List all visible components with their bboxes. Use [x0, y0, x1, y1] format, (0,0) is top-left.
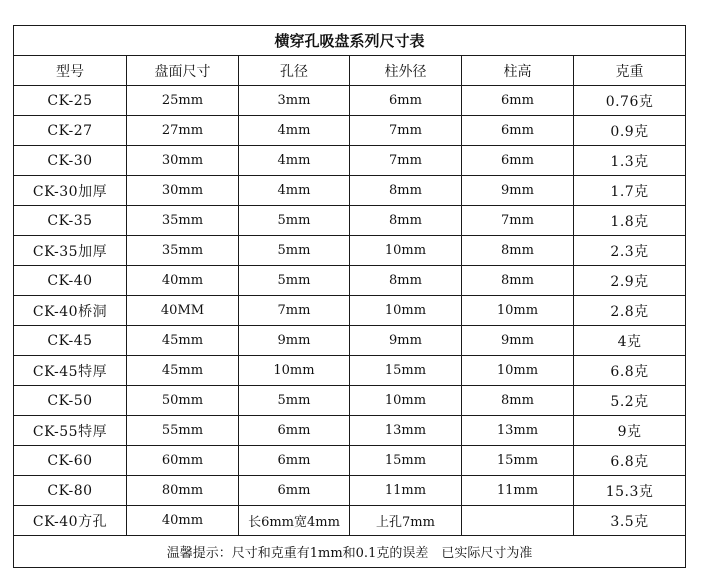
cell-model: CK-35加厚 — [14, 236, 127, 266]
cell-column-height: 6mm — [462, 116, 574, 146]
cell-column-outer-diameter: 10mm — [350, 386, 462, 416]
cell-plate-size: 40MM — [127, 296, 239, 326]
cell-model: CK-40 — [14, 266, 127, 296]
cell-plate-size: 35mm — [127, 236, 239, 266]
cell-column-outer-diameter: 13mm — [350, 416, 462, 446]
cell-model: CK-60 — [14, 446, 127, 476]
cell-weight: 2.9克 — [574, 266, 686, 296]
cell-column-height: 8mm — [462, 386, 574, 416]
cell-column-height: 15mm — [462, 446, 574, 476]
cell-column-outer-diameter: 15mm — [350, 446, 462, 476]
cell-weight: 1.8克 — [574, 206, 686, 236]
cell-weight: 1.7克 — [574, 176, 686, 206]
cell-hole-diameter: 9mm — [239, 326, 350, 356]
cell-column-height: 8mm — [462, 236, 574, 266]
cell-column-height: 10mm — [462, 296, 574, 326]
cell-plate-size: 60mm — [127, 446, 239, 476]
table-row — [14, 266, 686, 296]
cell-column-outer-diameter: 上孔7mm — [350, 506, 462, 536]
cell-column-outer-diameter: 8mm — [350, 266, 462, 296]
cell-hole-diameter: 长6mm宽4mm — [239, 506, 350, 536]
cell-weight: 3.5克 — [574, 506, 686, 536]
table-row — [14, 86, 686, 116]
cell-weight: 0.9克 — [574, 116, 686, 146]
cell-plate-size: 30mm — [127, 176, 239, 206]
cell-column-outer-diameter: 9mm — [350, 326, 462, 356]
cell-hole-diameter: 4mm — [239, 176, 350, 206]
cell-hole-diameter: 6mm — [239, 416, 350, 446]
cell-model: CK-40桥洞 — [14, 296, 127, 326]
table-row — [14, 506, 686, 536]
cell-weight: 6.8克 — [574, 446, 686, 476]
table-title: 横穿孔吸盘系列尺寸表 — [14, 26, 686, 56]
header-hole-diameter: 孔径 — [239, 56, 350, 86]
cell-model: CK-50 — [14, 386, 127, 416]
table-row — [14, 446, 686, 476]
cell-column-height: 6mm — [462, 86, 574, 116]
cell-weight: 9克 — [574, 416, 686, 446]
cell-hole-diameter: 3mm — [239, 86, 350, 116]
cell-plate-size: 30mm — [127, 146, 239, 176]
table-row — [14, 176, 686, 206]
table-row — [14, 326, 686, 356]
cell-column-height: 8mm — [462, 266, 574, 296]
title-row — [14, 26, 686, 56]
cell-column-outer-diameter: 8mm — [350, 206, 462, 236]
cell-hole-diameter: 6mm — [239, 476, 350, 506]
cell-column-height: 11mm — [462, 476, 574, 506]
cell-weight: 5.2克 — [574, 386, 686, 416]
table-row — [14, 116, 686, 146]
cell-plate-size: 55mm — [127, 416, 239, 446]
header-column-height: 柱高 — [462, 56, 574, 86]
cell-column-outer-diameter: 15mm — [350, 356, 462, 386]
cell-weight: 1.3克 — [574, 146, 686, 176]
cell-model: CK-27 — [14, 116, 127, 146]
cell-column-outer-diameter: 6mm — [350, 86, 462, 116]
cell-weight: 4克 — [574, 326, 686, 356]
cell-model: CK-30加厚 — [14, 176, 127, 206]
cell-column-outer-diameter: 11mm — [350, 476, 462, 506]
cell-column-outer-diameter: 10mm — [350, 236, 462, 266]
cell-plate-size: 45mm — [127, 326, 239, 356]
cell-column-outer-diameter: 7mm — [350, 116, 462, 146]
cell-column-height: 13mm — [462, 416, 574, 446]
cell-column-height: 9mm — [462, 176, 574, 206]
cell-column-height: 9mm — [462, 326, 574, 356]
size-table — [13, 25, 686, 568]
header-column-outer-diameter: 柱外径 — [350, 56, 462, 86]
cell-plate-size: 40mm — [127, 506, 239, 536]
cell-model: CK-25 — [14, 86, 127, 116]
cell-column-height: 10mm — [462, 356, 574, 386]
cell-model: CK-35 — [14, 206, 127, 236]
cell-column-outer-diameter: 7mm — [350, 146, 462, 176]
header-model: 型号 — [14, 56, 127, 86]
table-row — [14, 146, 686, 176]
cell-model: CK-45 — [14, 326, 127, 356]
cell-hole-diameter: 5mm — [239, 206, 350, 236]
cell-column-height: 6mm — [462, 146, 574, 176]
cell-weight: 15.3克 — [574, 476, 686, 506]
cell-hole-diameter: 5mm — [239, 386, 350, 416]
cell-hole-diameter: 6mm — [239, 446, 350, 476]
cell-plate-size: 80mm — [127, 476, 239, 506]
note-row — [14, 536, 686, 568]
cell-model: CK-80 — [14, 476, 127, 506]
cell-plate-size: 35mm — [127, 206, 239, 236]
table-row — [14, 236, 686, 266]
cell-column-height — [462, 506, 574, 536]
cell-plate-size: 25mm — [127, 86, 239, 116]
table-row — [14, 386, 686, 416]
cell-weight: 0.76克 — [574, 86, 686, 116]
table-row — [14, 296, 686, 326]
cell-model: CK-45特厚 — [14, 356, 127, 386]
header-plate-size: 盘面尺寸 — [127, 56, 239, 86]
cell-model: CK-30 — [14, 146, 127, 176]
cell-column-outer-diameter: 10mm — [350, 296, 462, 326]
cell-plate-size: 27mm — [127, 116, 239, 146]
cell-hole-diameter: 10mm — [239, 356, 350, 386]
table-row — [14, 356, 686, 386]
cell-weight: 2.3克 — [574, 236, 686, 266]
table-row — [14, 476, 686, 506]
cell-column-outer-diameter: 8mm — [350, 176, 462, 206]
tolerance-note: 温馨提示：尺寸和克重有1mm和0.1克的误差 已实际尺寸为准 — [14, 536, 686, 568]
cell-hole-diameter: 5mm — [239, 236, 350, 266]
cell-weight: 6.8克 — [574, 356, 686, 386]
cell-plate-size: 45mm — [127, 356, 239, 386]
table-row — [14, 206, 686, 236]
cell-model: CK-55特厚 — [14, 416, 127, 446]
cell-plate-size: 40mm — [127, 266, 239, 296]
cell-column-height: 7mm — [462, 206, 574, 236]
cell-weight: 2.8克 — [574, 296, 686, 326]
size-chart-sheet — [13, 25, 685, 568]
header-row — [14, 56, 686, 86]
cell-hole-diameter: 5mm — [239, 266, 350, 296]
cell-hole-diameter: 4mm — [239, 146, 350, 176]
table-row — [14, 416, 686, 446]
cell-hole-diameter: 7mm — [239, 296, 350, 326]
cell-plate-size: 50mm — [127, 386, 239, 416]
cell-model: CK-40方孔 — [14, 506, 127, 536]
cell-hole-diameter: 4mm — [239, 116, 350, 146]
header-weight: 克重 — [574, 56, 686, 86]
